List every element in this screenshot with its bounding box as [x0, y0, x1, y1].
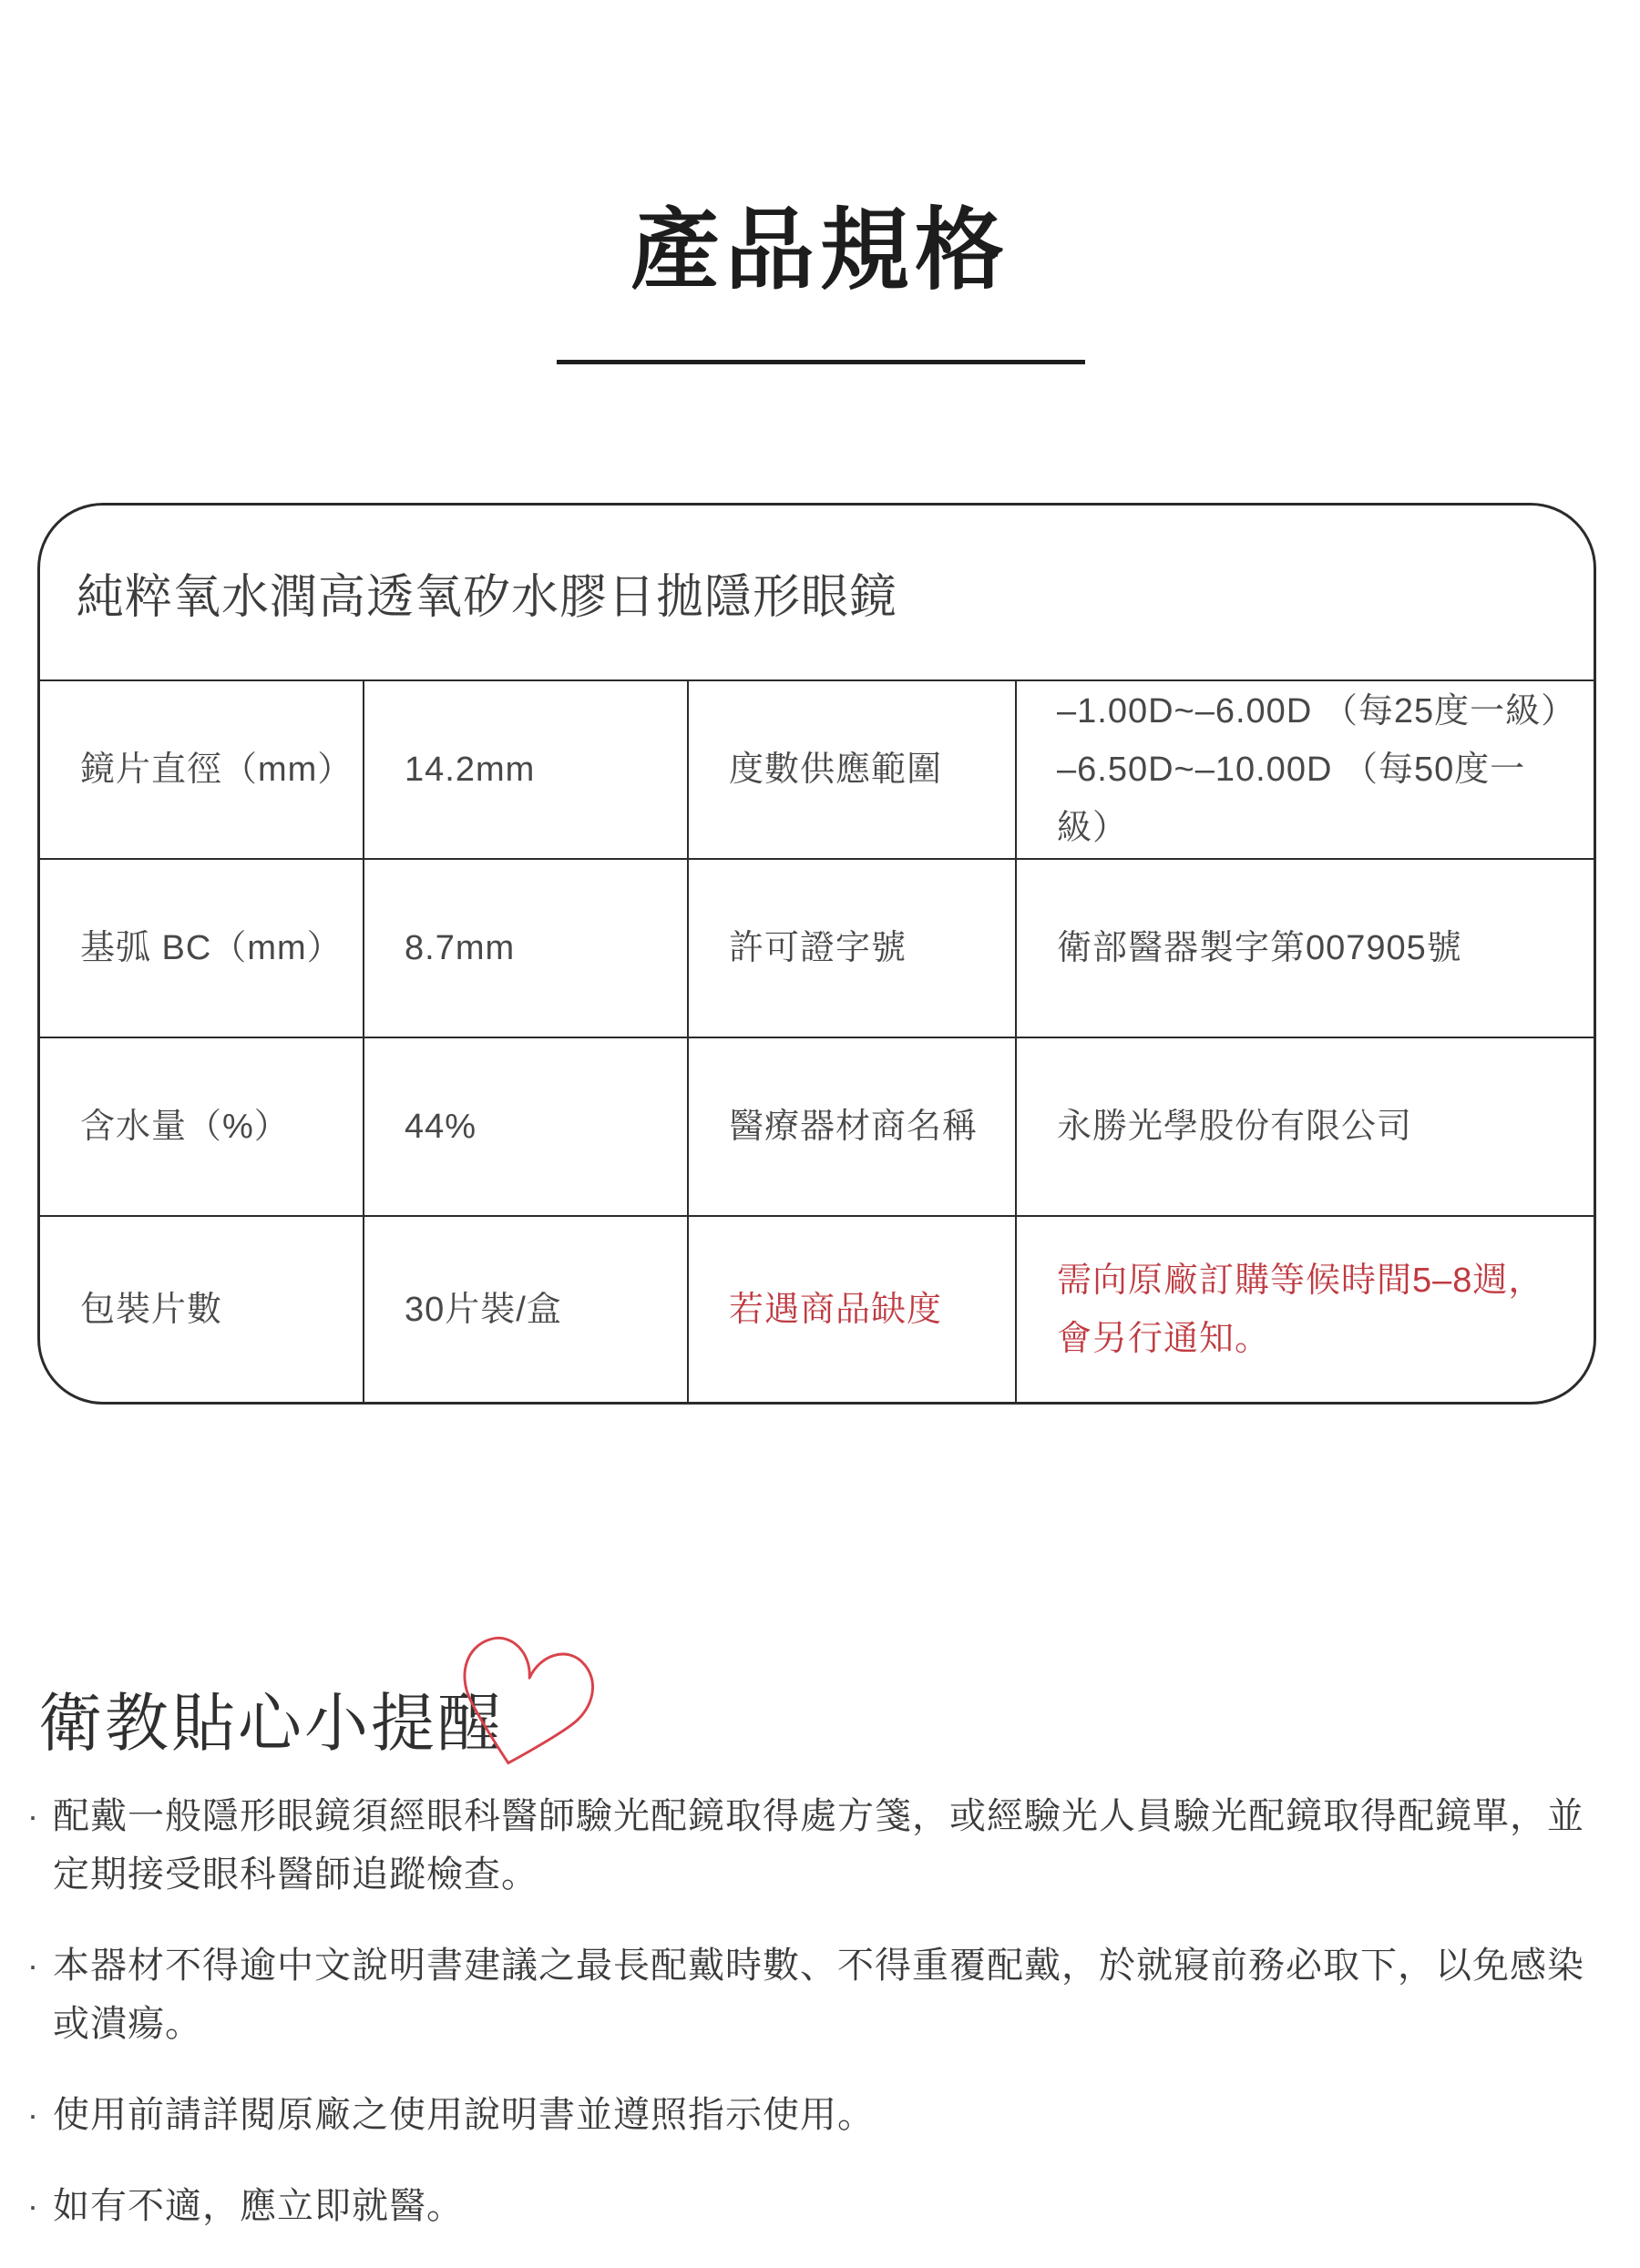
value-base-curve: 8.7mm: [364, 860, 689, 1037]
value-license-number: 衛部醫器製字第007905號: [1057, 929, 1462, 967]
reminder-notes-list: [27, 1787, 1613, 2268]
note-text-seek-doctor: 如有不適，應立即就醫。: [53, 2186, 464, 2226]
table-row-packaging: [40, 1217, 1594, 1402]
bullet-marker: ·: [27, 1797, 39, 1834]
power-range-line-2: –6.50D~–10.00D （每50度一級）: [1057, 751, 1526, 847]
label-power-range: 度數供應範圍: [689, 681, 1017, 858]
bullet-marker: ·: [27, 1946, 39, 1984]
value-lens-diameter: 14.2mm: [364, 681, 689, 858]
label-device-company: 醫療器材商名稱: [689, 1038, 1017, 1215]
spec-table: [37, 503, 1596, 1405]
label-base-curve: 基弧 BC（mm）: [40, 860, 364, 1037]
shortage-notice-line-1: 需向原廠訂購等候時間5–8週，: [1057, 1261, 1544, 1300]
list-item: [27, 1936, 1613, 2053]
label-license-number: 許可證字號: [689, 860, 1017, 1037]
label-water-content: 含水量（%）: [40, 1038, 364, 1215]
note-text-read-manual: 使用前請詳閱原廠之使用說明書並遵照指示使用。: [53, 2095, 875, 2135]
list-item: [27, 1787, 1613, 1904]
product-name-header: 純粹氧水潤高透氧矽水膠日拋隱形眼鏡: [40, 506, 1594, 681]
reminder-section-heading: 衛教貼心小提醒: [38, 1688, 504, 1759]
heart-icon: [443, 1623, 600, 1809]
bullet-marker: ·: [27, 2096, 39, 2133]
value-shortage-notice: [1017, 1217, 1594, 1402]
note-text-wearing-time: 本器材不得逾中文說明書建議之最長配戴時數、不得重覆配戴，於就寢前務必取下，以免感染或潰瘍。: [53, 1946, 1584, 2044]
shortage-notice-line-2: 會另行通知。: [1057, 1319, 1271, 1358]
note-text-prescription: 配戴一般隱形眼鏡須經眼科醫師驗光配鏡取得處方箋，或經驗光人員驗光配鏡取得配鏡單，並定期接受眼科醫師追蹤檢查。: [53, 1796, 1584, 1895]
table-row-water-content: [40, 1038, 1594, 1217]
list-item: [27, 2086, 1613, 2144]
value-power-range: [1017, 681, 1594, 858]
label-packaging-count: 包裝片數: [40, 1217, 364, 1402]
value-device-company: 永勝光學股份有限公司: [1057, 1108, 1413, 1146]
value-water-content: 44%: [364, 1038, 689, 1215]
title-underline: [557, 360, 1085, 364]
value-packaging-count: 30片裝/盒: [364, 1217, 689, 1402]
table-row-base-curve: [40, 860, 1594, 1038]
label-lens-diameter: 鏡片直徑（mm）: [40, 681, 364, 858]
power-range-line-1: –1.00D~–6.00D （每25度一級）: [1057, 692, 1577, 730]
label-shortage-notice: 若遇商品缺度: [689, 1217, 1017, 1402]
table-row-diameter: [40, 681, 1594, 860]
list-item: [27, 2177, 1613, 2235]
page-title: 產品規格: [630, 199, 1010, 300]
bullet-marker: ·: [27, 2187, 39, 2224]
